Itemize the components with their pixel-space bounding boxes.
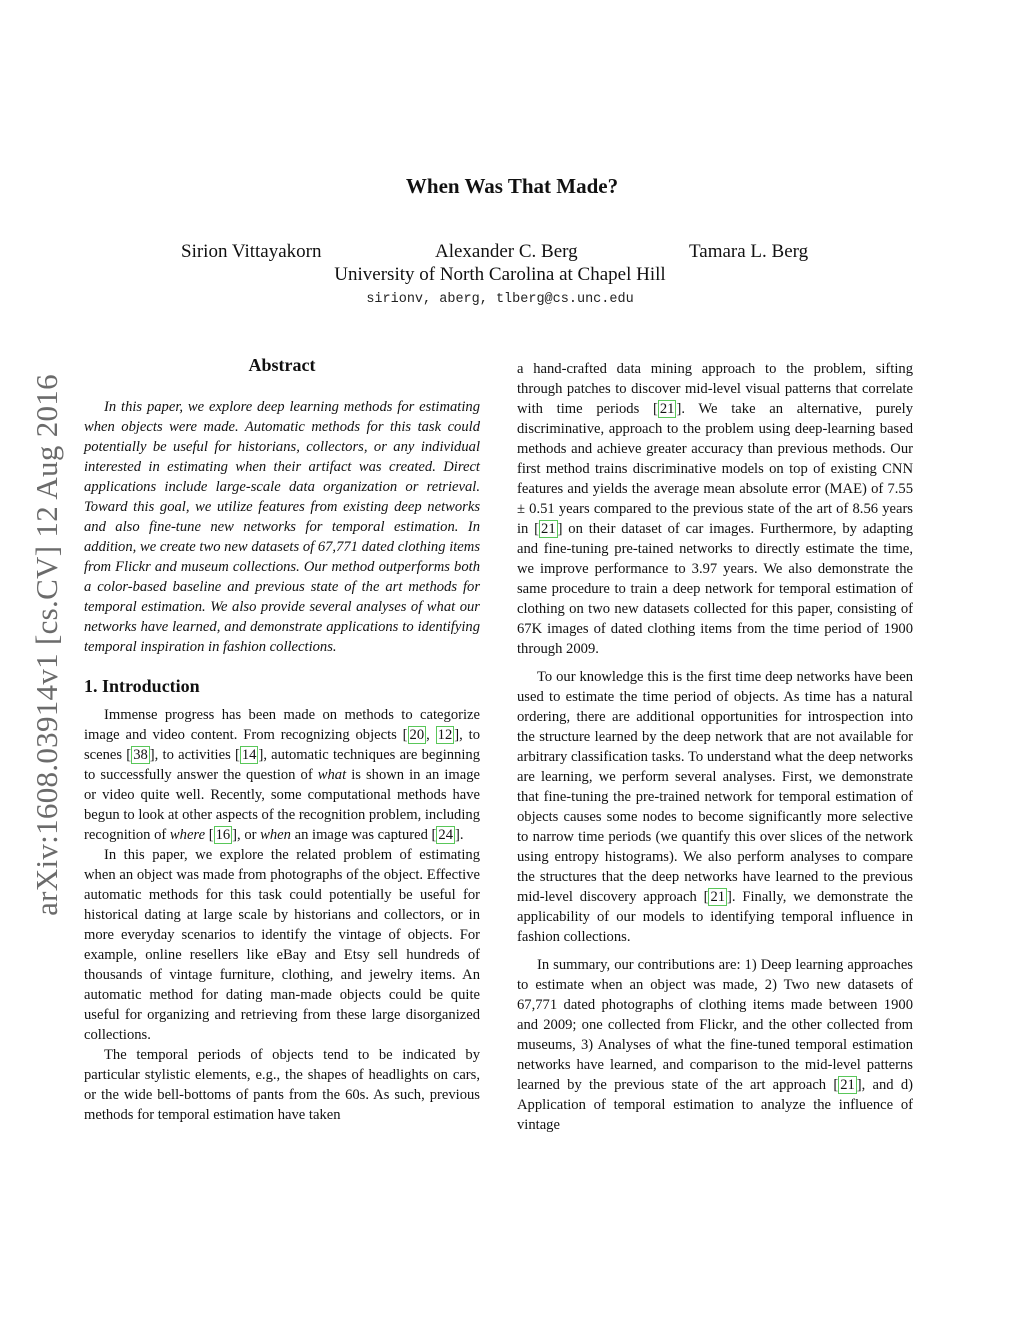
citation-link[interactable]: 16	[215, 827, 231, 843]
citation-link[interactable]: 21	[659, 401, 675, 417]
citation-link[interactable]: 14	[241, 747, 257, 763]
author-2: Alexander C. Berg	[435, 241, 578, 262]
affiliation: University of North Carolina at Chapel Hill	[334, 264, 666, 285]
intro-paragraph-3-continued: a hand-crafted data mining approach to the problem, sifting through patches to discover mid-level visual patterns that correlate with time periods [ 21 ]. We take an alternative, purely discriminative, approach to the problem using deep-learning based methods and achieve greater accuracy than previous methods. Our first method trains discriminative models on top of existing CNN features and yields the average mean absolute error (MAE) of 7.55 ± 0.51 years compared to the previous state of the art of 8.56 years in [ 21 ] on their dataset of car images. Furthermore, by adapting and fine-tuning pre-tained networks to directly estimate the time, we improve performance to 3.97 years. We also demonstrate the same procedure to train a deep network for temporal estimation of clothing on two new datasets collected for this paper, consisting of 67K images of dated clothing items from the time period of 1900 through 2009.	[517, 361, 913, 657]
citation-link[interactable]: 12	[437, 727, 453, 743]
right-column	[517, 359, 913, 1135]
citation-link[interactable]: 24	[438, 827, 453, 843]
intro-paragraph-1: Immense progress has been made on methods to categorize image and video content. From recognizing objects [ 20 , 12 ], to scenes [ 38 ], to activities [ 14 ], automatic techniques are beginning to successfully answer the question of what is shown in an image or video quite well. Recently, some computational methods have begun to look at other aspects of the recognition problem, including recognition of where [ 16 ], or when an image was captured [ 24 ].	[84, 707, 481, 843]
intro-paragraph-3: The temporal periods of objects tend to be indicated by particular stylistic elements, e.g., the shapes of headlights on cars, or the wide bell-bottoms of pants from the 60s. As such, previous methods for temporal estimation have taken	[84, 1047, 480, 1123]
citation-link[interactable]: 21	[840, 1077, 855, 1093]
citation-link[interactable]: 21	[541, 521, 556, 537]
citation-link[interactable]: 38	[133, 747, 148, 763]
intro-paragraph-4: To our knowledge this is the first time deep networks have been used to estimate the time period of objects. As time has a natural ordering, there are additional opportunities for introspection into the structure learned by the deep network that are not available for arbitrary classification tasks. To understand what the deep networks are learning, we perform several analyses. First, we demonstrate that fine-tuning the pre-trained network for temporal estimation of objects causes some nodes to become significantly more selective to narrow time periods (we quantify this over slices of the network using entropy histograms). We also perform analyses to compare the structures that the deep networks have learned to the previous mid-level discovery approach [ 21 ]. Finally, we demonstrate the applicability of our models to identifying temporal influence in fashion collections.	[517, 669, 913, 945]
intro-paragraph-2: In this paper, we explore the related problem of estimating when an object was made from photographs of the object. Effective automatic methods for this task could potentially be useful for historical dating at large scale by historians and collectors, or in more everyday scenarios to identify the vintage of objects. For example, online resellers like eBay and Etsy sell hundreds of thousands of vintage furniture, clothing, and jewelry items. An automatic method for dating man-made objects could be quite useful for organizing and retrieving from these large disorganized collections.	[84, 847, 480, 1043]
abstract-heading: Abstract	[248, 355, 316, 375]
abstract-text: In this paper, we explore deep learning methods for estimating when objects were made. Automatic methods for this task could potentially be useful for historians, collectors, or any individual interested in estimating when their artifact was created. Direct applications include large-scale data organization or retrieval. Toward this goal, we utilize features from existing deep networks and also fine-tune new networks for temporal estimation. In addition, we create two new datasets of 67,771 dated clothing items from Flickr and museum collections. Our method outperforms both a color-based baseline and previous state of the art methods for temporal estimation. We also provide several analyses of what our networks have learned, and demonstrate applications to identifying temporal inspiration in fashion collections.	[84, 399, 480, 655]
intro-paragraph-5: In summary, our contributions are: 1) Deep learning approaches to estimate when an object was made, 2) Two new datasets of 67,771 dated photographs of clothing items made between 1900 and 2009; one collected from Flickr, and the other collected from museums, 3) Analyses of what the fine-tuned temporal estimation networks have learned, and comparison to the mid-level patterns learned by the previous state of the art approach [ 21 ], and d) Application of temporal estimation to analyze the influence of vintage	[517, 957, 913, 1133]
arxiv-sidebar	[22, 345, 72, 945]
author-emails: sirionv, aberg, tlberg@cs.unc.edu	[366, 292, 634, 307]
left-column	[84, 355, 480, 1125]
arxiv-identifier: arXiv:1608.03914v1 [cs.CV] 12 Aug 2016	[29, 374, 64, 916]
author-1: Sirion Vittayakorn	[181, 241, 322, 262]
author-3: Tamara L. Berg	[689, 241, 809, 262]
paper-title: When Was That Made?	[405, 174, 619, 198]
section-heading-introduction: 1. Introduction	[84, 676, 200, 696]
citation-link[interactable]: 21	[710, 889, 726, 905]
citation-link[interactable]: 20	[409, 727, 425, 743]
